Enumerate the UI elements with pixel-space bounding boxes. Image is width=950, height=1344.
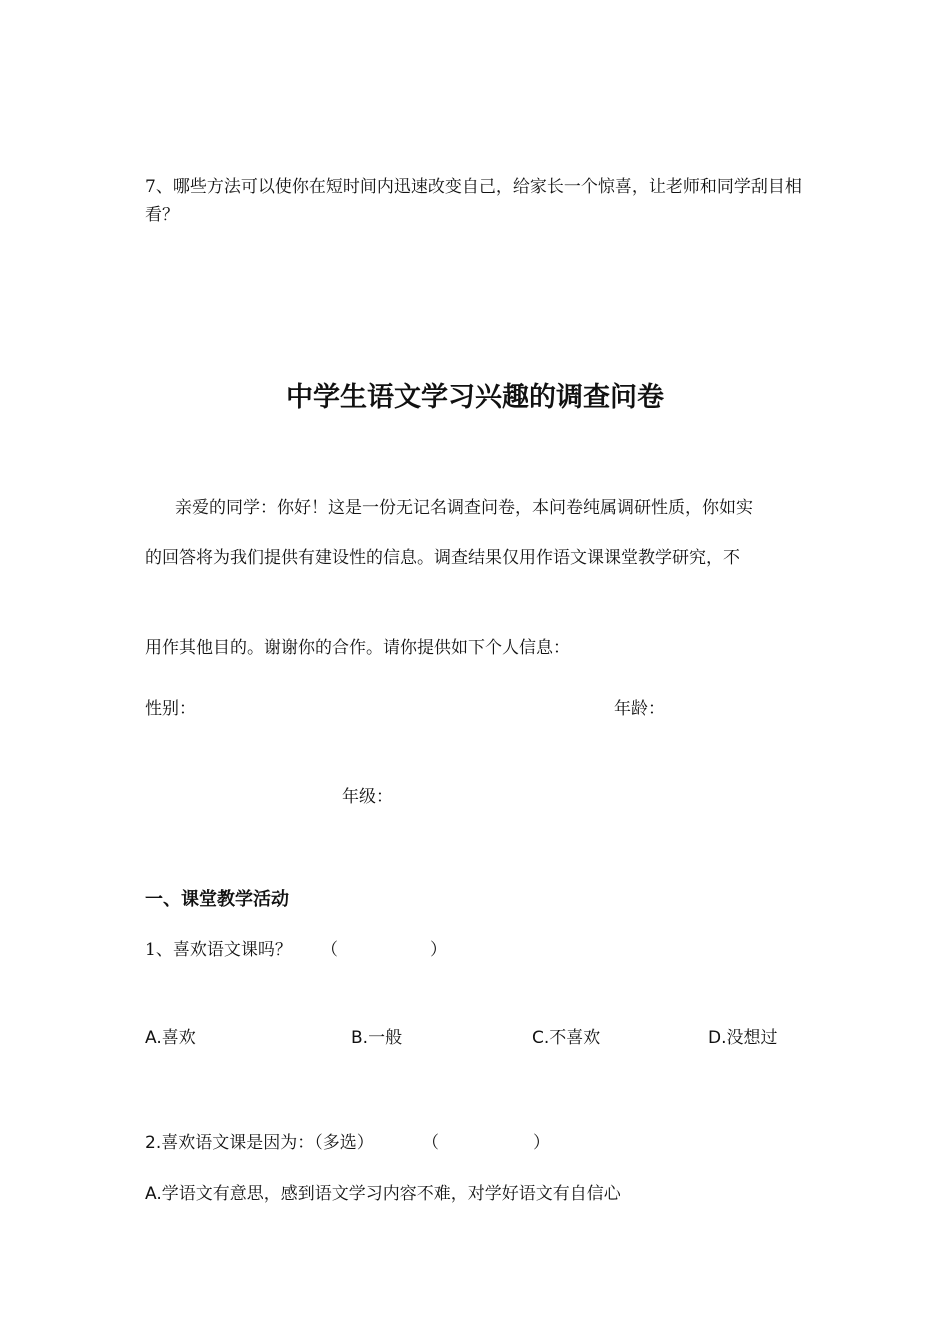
age-label: 年龄：: [614, 699, 665, 719]
question-2-text-span: 2.喜欢语文课是因为：（多选）: [145, 1133, 374, 1153]
intro-line-2: 的回答将为我们提供有建设性的信息。调查结果仅用作语文课课堂教学研究，不: [145, 548, 740, 568]
option-letter: B.: [351, 1028, 369, 1048]
option-text: 一般: [368, 1028, 403, 1048]
question-2-option-a: [145, 1182, 621, 1206]
option-letter: A.: [145, 1184, 162, 1204]
option-letter: A.: [145, 1028, 162, 1048]
intro-line-1: 亲爱的同学：你好！这是一份无记名调查问卷，本问卷纯属调研性质，你如实: [175, 498, 753, 518]
question-7-text: 7、哪些方法可以使你在短时间内迅速改变自己，给家长一个惊喜，让老师和同学刮目相看？: [145, 177, 802, 225]
question-2-paren-open: （: [422, 1133, 439, 1153]
question-1-option-a: [145, 1026, 196, 1050]
question-2-text: [145, 1131, 374, 1155]
question-1-paren-open: （: [321, 940, 338, 960]
option-text: 没想过: [726, 1028, 778, 1048]
option-letter: D.: [708, 1028, 727, 1048]
option-text: 喜欢: [161, 1028, 196, 1048]
grade-label: 年级：: [342, 787, 393, 807]
option-text: 不喜欢: [549, 1028, 601, 1048]
option-letter: C.: [532, 1028, 550, 1048]
question-1-option-c: [532, 1026, 600, 1050]
intro-line-3: 用作其他目的。谢谢你的合作。请你提供如下个人信息：: [145, 638, 570, 658]
gender-label: 性别：: [145, 699, 196, 719]
option-text: 学语文有意思，感到语文学习内容不难，对学好语文有自信心: [161, 1184, 621, 1204]
question-1-option-d: [708, 1026, 778, 1050]
section-heading-classroom: 一、课堂教学活动: [145, 889, 289, 910]
question-2-paren-close: ）: [533, 1133, 550, 1153]
question-1-option-b: [351, 1026, 402, 1050]
question-1-text: 1、喜欢语文课吗？: [145, 940, 292, 960]
question-1-paren-close: ）: [430, 940, 447, 960]
survey-title: 中学生语文学习兴趣的调查问卷: [286, 382, 664, 413]
